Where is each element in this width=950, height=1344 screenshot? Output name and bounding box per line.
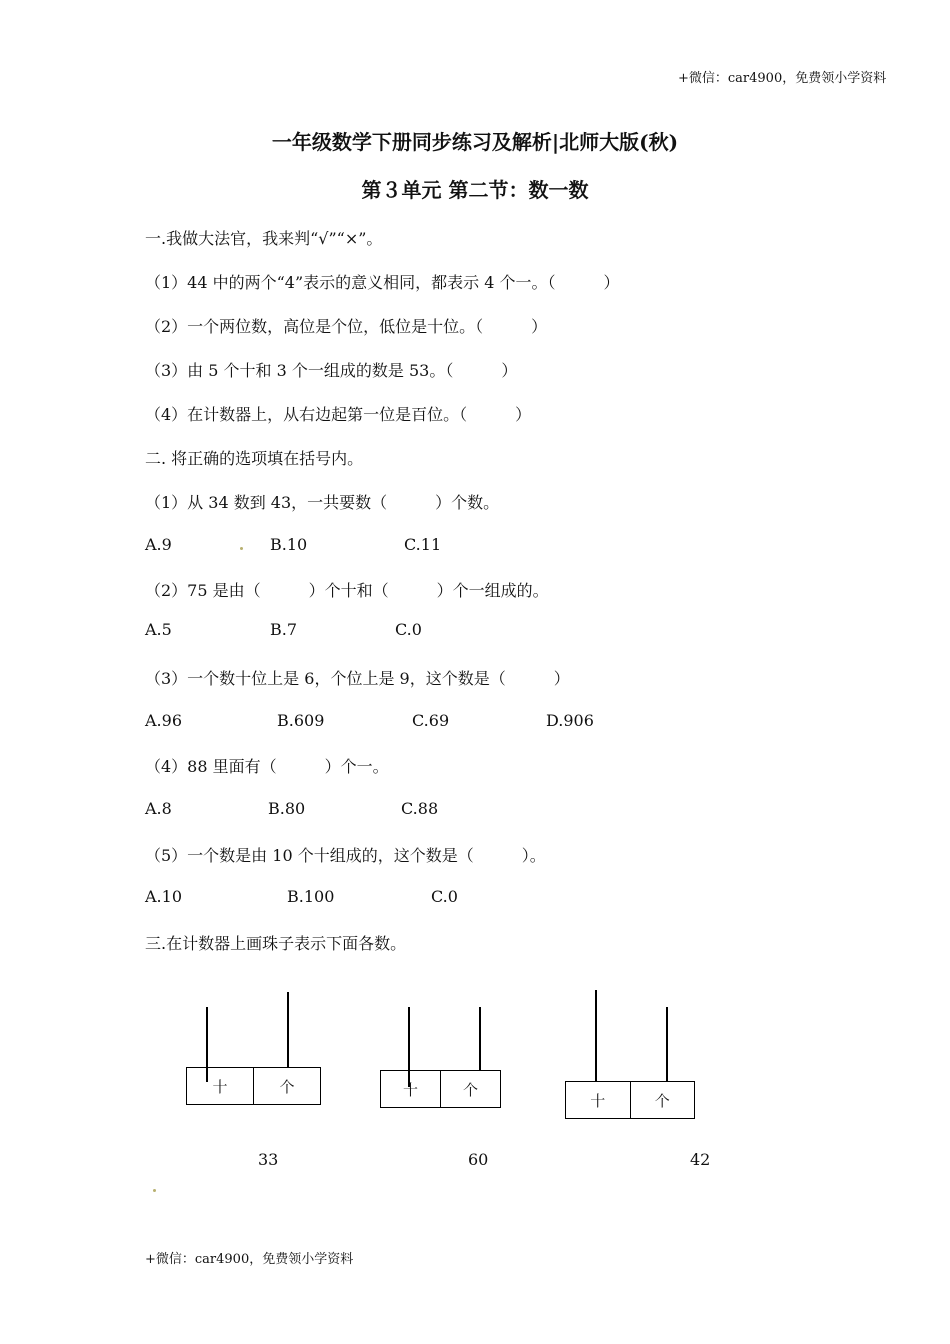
abacus-3-ones-label: 个 [630,1082,695,1118]
abacus-3 [565,1081,695,1119]
question-3: （3）一个数十位上是 6，个位上是 9，这个数是（ ） [145,669,570,688]
abacus-3-number: 42 [690,1150,711,1169]
abacus-2-number: 60 [468,1150,489,1169]
q2-option-a: A.5 [145,620,172,639]
abacus-1-tens-label: 十 [212,1077,228,1096]
section1-item-3: （3）由 5 个十和 3 个一组成的数是 53。（ ） [145,361,518,380]
abacus-2 [380,1070,501,1108]
q2-option-b: B.7 [270,620,298,639]
abacus-1-ones-label: 个 [253,1068,320,1104]
q4-option-a: A.8 [145,799,172,818]
page-title: 一年级数学下册同步练习及解析|北师大版(秋) [271,130,679,154]
footer-note: +微信：car4900，免费领小学资料 [145,1252,354,1267]
section1-item-2: （2）一个两位数，高位是个位，低位是十位。（ ） [145,317,548,336]
abacus-1-ones-rod [287,992,289,1068]
abacus-2-tens-label: 十 [402,1080,418,1099]
q3-option-b: B.609 [277,711,325,730]
q5-option-b: B.100 [287,887,335,906]
q5-option-a: A.10 [145,887,182,906]
scan-speck [240,547,243,550]
page-subtitle: 第３单元 第二节：数一数 [361,178,589,202]
abacus-3-ones-rod [666,1007,668,1082]
section3-heading: 三.在计数器上画珠子表示下面各数。 [145,934,407,953]
q3-option-a: A.96 [145,711,182,730]
question-2: （2）75 是由（ ）个十和（ ）个一组成的。 [145,581,549,600]
q3-option-c: C.69 [412,711,450,730]
abacus-3-tens-rod [595,990,597,1082]
abacus-2-ones-label: 个 [440,1071,500,1107]
q4-option-b: B.80 [268,799,306,818]
question-4: （4）88 里面有（ ）个一。 [145,757,389,776]
question-1: （1）从 34 数到 43，一共要数（ ）个数。 [145,493,500,512]
section1-item-4: （4）在计数器上，从右边起第一位是百位。（ ） [145,405,532,424]
q2-option-c: C.0 [395,620,422,639]
header-note: +微信：car4900，免费领小学资料 [678,71,887,86]
question-5: （5）一个数是由 10 个十组成的，这个数是（ ）。 [145,846,546,865]
section1-item-1: （1）44 中的两个“4”表示的意义相同，都表示 4 个一。（ ） [145,273,620,292]
q4-option-c: C.88 [401,799,439,818]
q1-option-c: C.11 [404,535,442,554]
abacus-1-number: 33 [258,1150,279,1169]
q3-option-d: D.906 [546,711,594,730]
q5-option-c: C.0 [431,887,458,906]
section2-heading: 二. 将正确的选项填在括号内。 [145,449,364,468]
q1-option-a: A.9 [145,535,172,554]
q1-option-b: B.10 [270,535,308,554]
scan-speck [153,1189,156,1192]
abacus-1 [186,1067,321,1105]
abacus-3-tens-label: 十 [590,1091,606,1110]
abacus-2-ones-rod [479,1007,481,1071]
section1-heading: 一.我做大法官，我来判“√”“×”。 [145,229,383,248]
